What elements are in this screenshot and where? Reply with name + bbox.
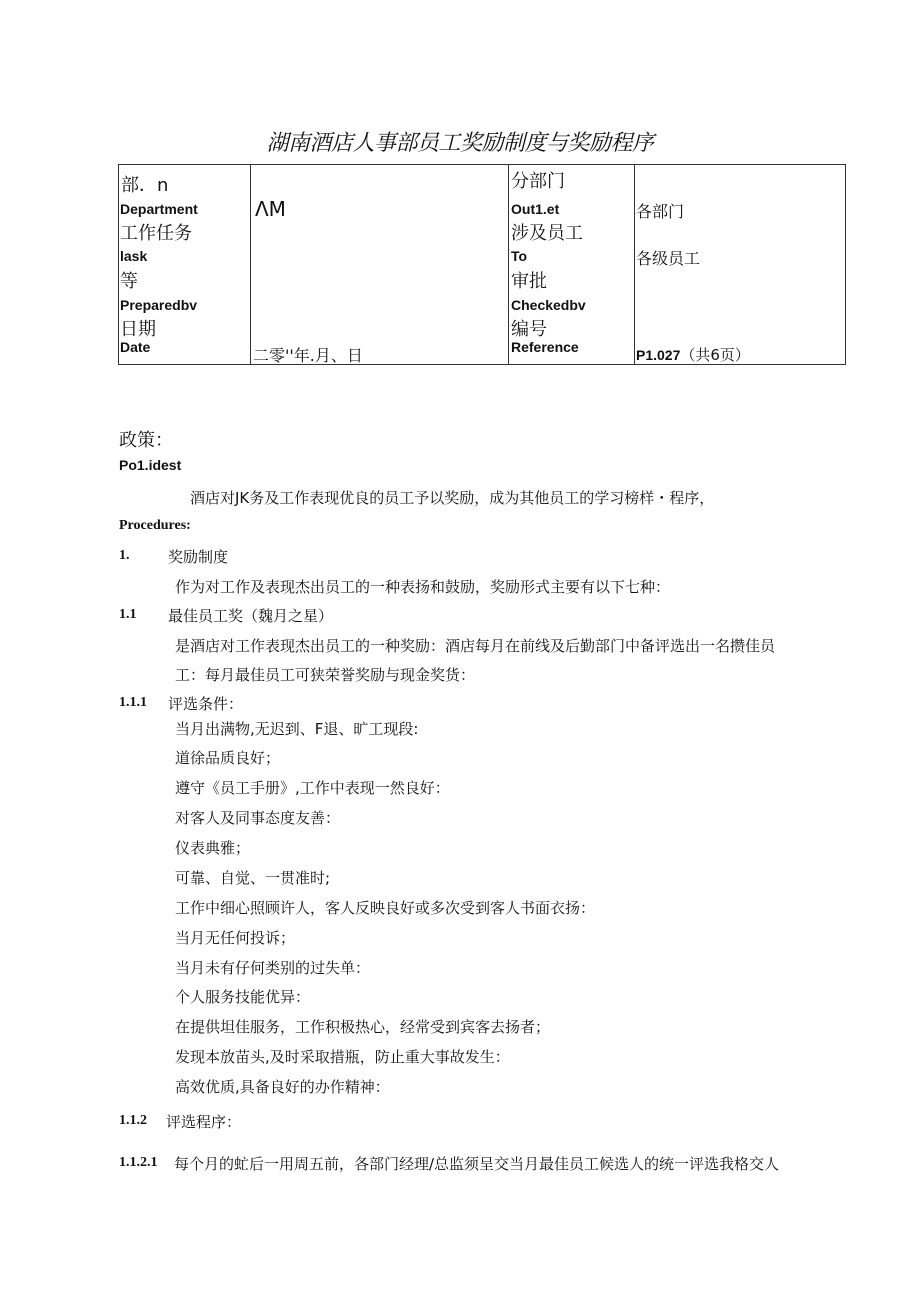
section-1-1-2-number: 1.1.2 xyxy=(119,1113,147,1128)
reference-pages: （共6页） xyxy=(680,346,750,364)
list-item: 可靠、自觉、一贯准时; xyxy=(175,869,331,887)
task-label-en: lask xyxy=(120,248,148,264)
reference-value xyxy=(636,344,750,365)
header-labels-left xyxy=(119,165,251,365)
section-1-number: 1. xyxy=(119,548,130,563)
header-table xyxy=(118,164,846,365)
list-item: 个人服务技能优异： xyxy=(175,988,311,1006)
section-1-1-1-number: 1.1.1 xyxy=(119,695,147,710)
list-item: 高效优质,具备良好的办作精神： xyxy=(175,1078,390,1096)
department-label-en: Department xyxy=(120,201,198,217)
list-item: 仪表典雅； xyxy=(175,839,251,857)
list-item: 当月出满物,无迟到、F退、旷工现段: xyxy=(175,720,419,738)
list-item: 遵守《员工手册》,工作中表现一然良好： xyxy=(175,779,450,797)
list-item: 当月无任何投诉； xyxy=(175,929,296,947)
list-item: 道徐品质良好； xyxy=(175,749,281,767)
outlet-value: 各部门 xyxy=(636,202,685,221)
policy-heading-zh: 政策： xyxy=(119,430,173,451)
section-1-1-1-title: 评选条件： xyxy=(168,695,244,713)
outlet-label-zh: 分部门 xyxy=(511,171,565,192)
prepared-label-zh: 等 xyxy=(120,271,138,292)
section-1-1-2-1-text: 每个月的虻后一用周五前，各部门经理/总监须呈交当月最佳员工候选人的统一评选我格交人 xyxy=(174,1155,780,1173)
header-labels-right xyxy=(509,165,635,365)
section-1-title: 奖励制度 xyxy=(168,548,229,566)
document-title: 湖南酒店人事部员工奖励制度与奖励程序 xyxy=(266,131,654,156)
date-label-en: Date xyxy=(120,339,151,355)
header-values-right xyxy=(635,165,846,365)
involve-label-en: To xyxy=(511,248,528,264)
header-values-left xyxy=(251,165,509,365)
prepared-label-en: Preparedbv xyxy=(120,297,198,313)
section-1-text: 作为对工作及表现杰出员工的一种表扬和鼓励，奖励形式主要有以下七种： xyxy=(175,578,671,596)
list-item: 对客人及同事态度友善： xyxy=(175,809,341,827)
section-1-1-line-2: 工：每月最佳员工可狭荣誉奖励与现金奖货： xyxy=(175,666,476,684)
reference-code: P1.027 xyxy=(636,347,681,363)
reference-label-zh: 编号 xyxy=(511,319,547,340)
department-value: ΛM xyxy=(255,197,286,221)
section-1-1-2-title: 评选程序： xyxy=(166,1113,242,1131)
section-1-1-line-1: 是酒店对工作表现杰出员工的一种奖励：酒店每月在前线及后勤部门中备评选出一名攒佳员 xyxy=(175,637,776,655)
list-item: 发现本放苗头,及时采取措瓶，防止重大事故发生： xyxy=(175,1048,510,1066)
policy-heading-en: Po1.idest xyxy=(119,457,182,473)
policy-text: 酒店对JK务及工作表现优良的员工予以奖励，成为其他员工的学习榜样・程序， xyxy=(190,489,715,507)
list-item: 在提供坦佳服务，工作积极热心，经常受到宾客去扬者； xyxy=(175,1018,551,1036)
approve-label-zh: 审批 xyxy=(511,271,547,292)
department-label-zh: 部．n xyxy=(121,175,169,196)
reference-label-en: Reference xyxy=(511,339,579,355)
procedures-heading: Procedures: xyxy=(119,518,191,533)
section-1-1-title: 最佳员工奖（魏月之星） xyxy=(168,607,334,625)
involve-label-zh: 涉及员工 xyxy=(511,223,583,244)
outlet-label-en: Out1.et xyxy=(511,201,560,217)
involve-value: 各级员工 xyxy=(636,249,701,268)
list-item: 工作中细心照顾许人，客人反映良好或多次受到客人书面衣扬： xyxy=(175,899,596,917)
approve-label-en: Checkedbv xyxy=(511,297,586,313)
task-label-zh: 工作任务 xyxy=(120,223,192,244)
section-1-1-number: 1.1 xyxy=(119,607,137,622)
date-value: 二零''年.月、日 xyxy=(253,346,363,365)
list-item: 当月未有仔何类别的过失单： xyxy=(175,959,371,977)
date-label-zh: 日期 xyxy=(120,319,156,340)
section-1-1-2-1-number: 1.1.2.1 xyxy=(119,1155,158,1170)
